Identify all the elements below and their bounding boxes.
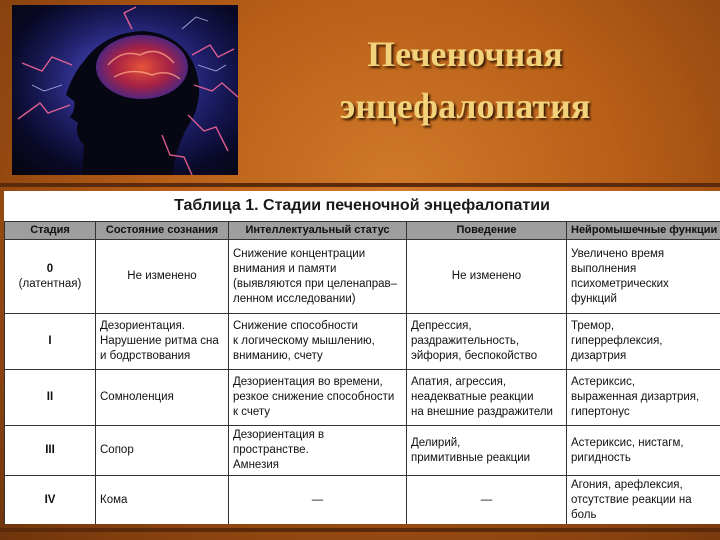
intellect-cell: Снижение концентрации внимания и памяти (выявляются при целенаправ– ленном исследовании) <box>229 240 407 314</box>
neuromuscular-cell: Агония, арефлексия, отсутствие реакции на боль <box>567 476 720 525</box>
column-header-consciousness: Состояние сознания <box>96 222 229 240</box>
stage-cell: III <box>5 426 96 476</box>
column-header-stage: Стадия <box>5 222 96 240</box>
divider-top <box>0 183 720 187</box>
brain-head-image <box>12 5 238 175</box>
table-row <box>5 240 720 314</box>
slide-title: Печеночная энцефалопатия <box>339 34 591 126</box>
behavior-cell: Апатия, агрессия, неадекватные реакции на внешние раздражители <box>407 370 567 426</box>
intellect-cell: — <box>229 476 407 525</box>
consciousness-cell: Сопор <box>96 426 229 476</box>
stages-table <box>4 221 720 524</box>
table-row <box>5 426 720 476</box>
behavior-cell: Делирий, примитивные реакции <box>407 426 567 476</box>
neuromuscular-cell: Астериксис, нистагм, ригидность <box>567 426 720 476</box>
table-panel <box>4 191 720 524</box>
behavior-cell: Не изменено <box>407 240 567 314</box>
stage-cell: II <box>5 370 96 426</box>
stage-note: (латентная) <box>18 277 82 290</box>
intellect-cell: Дезориентация во времени, резкое снижение способности к счету <box>229 370 407 426</box>
column-header-behavior: Поведение <box>407 222 567 240</box>
brain-head-lightning-icon <box>12 5 238 175</box>
table-row <box>5 370 720 426</box>
column-header-intellect: Интеллектуальный статус <box>229 222 407 240</box>
table-header-row <box>5 222 720 240</box>
behavior-cell: Депрессия, раздражительность, эйфория, беспокойство <box>407 314 567 370</box>
column-header-neuromuscular: Нейромышечные функции <box>567 222 720 240</box>
divider-bottom <box>0 528 720 532</box>
neuromuscular-cell: Астериксис, выраженная дизартрия, гипертонус <box>567 370 720 426</box>
consciousness-cell: Дезориентация. Нарушение ритма сна и бодрствования <box>96 314 229 370</box>
consciousness-cell: Не изменено <box>96 240 229 314</box>
intellect-cell: Дезориентация в пространстве. Амнезия <box>229 426 407 476</box>
neuromuscular-cell: Увеличено время выполнения психометрических функций <box>567 240 720 314</box>
consciousness-cell: Сомноленция <box>96 370 229 426</box>
table-caption: Таблица 1. Стадии печеночной энцефалопатии <box>174 197 550 214</box>
stage-cell: I <box>5 314 96 370</box>
consciousness-cell: Кома <box>96 476 229 525</box>
table-row <box>5 314 720 370</box>
intellect-cell: Снижение способности к логическому мышлению, вниманию, счету <box>229 314 407 370</box>
neuromuscular-cell: Тремор, гиперрефлексия, дизартрия <box>567 314 720 370</box>
stage-cell <box>5 240 96 314</box>
table-row <box>5 476 720 525</box>
behavior-cell: — <box>407 476 567 525</box>
stage-number: 0 <box>46 262 54 275</box>
stage-cell: IV <box>5 476 96 525</box>
